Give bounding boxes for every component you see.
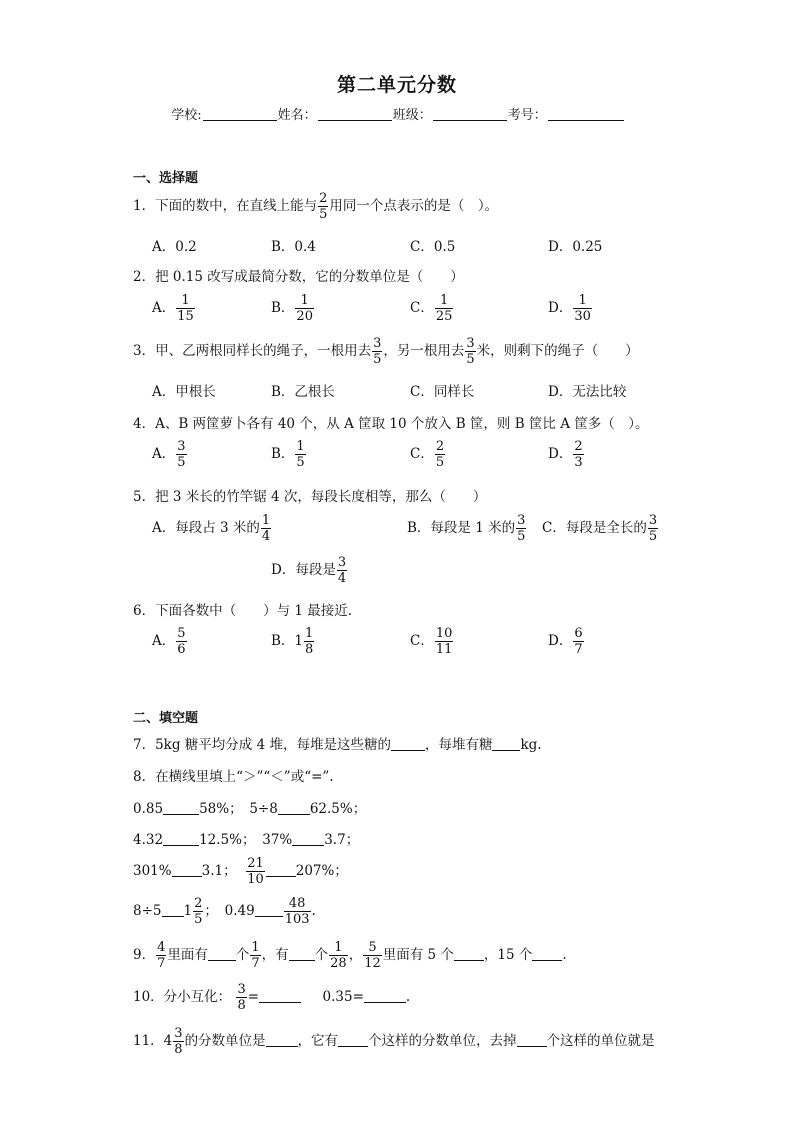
q5-option-c[interactable] <box>542 514 659 543</box>
fraction-numerator: 1 <box>439 293 449 308</box>
q2-option-a-fraction <box>176 294 195 323</box>
q11-text-3: 个这样的分数单位，去掉 <box>368 1033 517 1049</box>
fraction-denominator: 6 <box>177 642 186 657</box>
q10-fraction <box>236 983 246 1012</box>
q6-option-d-fraction <box>573 627 583 656</box>
q9-text-8: . <box>562 947 567 963</box>
q10-text-mid: 0.35= <box>322 989 364 1005</box>
fraction-denominator: 11 <box>435 642 453 657</box>
q5-option-d[interactable] <box>271 556 348 585</box>
q8-r4-fraction <box>284 897 311 926</box>
page-title: 第二单元分数 <box>336 74 457 96</box>
q9-text-4: 个 <box>314 947 329 963</box>
q9-fraction-2 <box>250 941 260 970</box>
student-info-line <box>0 104 794 123</box>
fraction-denominator: 4 <box>337 571 347 586</box>
q1-text-post: 用同一个点表示的是（ ）。 <box>329 198 499 214</box>
fraction-denominator: 4 <box>261 529 271 544</box>
q2-option-a-label: A． <box>152 300 176 316</box>
q9-text-7: ，15 个 <box>483 947 533 963</box>
q5-option-c-fraction <box>648 514 658 543</box>
q8-r4-a: 8÷5 <box>133 903 162 919</box>
q8-row-2 <box>133 828 359 848</box>
q2-option-c-label: C． <box>410 300 434 316</box>
q11-blank-1[interactable] <box>266 1034 298 1047</box>
q4-option-c-label: C． <box>410 446 434 462</box>
q6-option-c[interactable] <box>410 627 454 656</box>
name-label: 姓名： <box>277 108 317 123</box>
fraction-numerator: 5 <box>368 940 377 955</box>
q3-text-post: 米，则剩下的绳子（ ） <box>476 343 639 359</box>
fraction-numerator: 3 <box>237 982 246 997</box>
question-11 <box>133 1027 655 1056</box>
fraction-numerator: 1 <box>261 513 271 528</box>
q4-option-d[interactable] <box>548 440 585 469</box>
number-blank[interactable] <box>548 107 624 121</box>
q8-r4-b: ； 0.49 <box>204 903 255 919</box>
fraction-numerator: 2 <box>574 439 583 454</box>
section-choice-heading: 一、选择题 <box>133 171 199 186</box>
q10-text-pre: 10．分小互化： <box>133 989 232 1005</box>
q9-fraction-3 <box>329 941 348 970</box>
q9-blank-3[interactable] <box>454 948 484 961</box>
q8-row-1 <box>133 797 366 817</box>
q8-r1-c: 62.5%； <box>309 801 367 817</box>
q11-text-pre: 11．4 <box>133 1033 173 1049</box>
number-label: 考号： <box>507 108 547 123</box>
q9-text-6: 里面有 5 个 <box>382 947 454 963</box>
fraction-denominator: 5 <box>177 455 186 470</box>
q4-option-d-fraction <box>573 440 583 469</box>
fraction-denominator: 12 <box>364 956 381 971</box>
fraction-numerator: 3 <box>466 336 475 351</box>
question-9 <box>133 941 567 970</box>
q1-fraction-numerator: 2 <box>319 191 328 206</box>
q4-option-b-fraction <box>295 440 305 469</box>
q7-text-2: ，每堆有糖 <box>424 737 493 753</box>
q3-fraction-1 <box>372 337 382 366</box>
q8-r2-c: 3.7； <box>324 832 360 848</box>
q9-pre: 9． <box>133 947 156 963</box>
fraction-numerator: 3 <box>177 439 186 454</box>
q6-option-a-fraction <box>176 627 186 656</box>
q4-option-b-label: B． <box>271 446 295 462</box>
q2-option-d-label: D． <box>548 300 573 316</box>
q4-option-c-fraction <box>435 440 445 469</box>
q3-option-d[interactable]: D．无法比较 <box>548 384 627 400</box>
question-10 <box>133 983 410 1012</box>
q1-option-b[interactable]: B．0.4 <box>271 239 316 255</box>
fraction-denominator: 8 <box>305 642 314 657</box>
q8-r1-blank-1[interactable] <box>163 802 199 815</box>
q11-text-2: ，它有 <box>297 1033 339 1049</box>
fraction-numerator: 5 <box>177 626 186 641</box>
q9-text-1: 里面有 <box>167 947 208 963</box>
fraction-numerator: 3 <box>517 513 526 528</box>
q10-blank-1[interactable] <box>259 990 301 1003</box>
q6-option-a-label: A． <box>152 633 176 649</box>
q4-option-a[interactable] <box>152 440 188 469</box>
q8-r1-b: 58%； 5÷8 <box>199 801 278 817</box>
q3-text-mid: ，另一根用去 <box>383 343 465 359</box>
fraction-numerator: 1 <box>334 940 343 955</box>
fraction-numerator: 3 <box>174 1026 183 1041</box>
q10-equals: = <box>247 989 260 1005</box>
q2-option-d[interactable] <box>548 294 593 323</box>
q9-blank-1[interactable] <box>208 948 236 961</box>
q11-text-1: 的分数单位是 <box>184 1033 266 1049</box>
fraction-denominator: 5 <box>435 455 445 470</box>
fraction-denominator: 5 <box>517 529 526 544</box>
fraction-numerator: 3 <box>648 513 658 528</box>
q8-r1-blank-2[interactable] <box>278 802 310 815</box>
fraction-denominator: 7 <box>251 956 260 971</box>
q9-text-3: ，有 <box>261 947 289 963</box>
q6-option-b[interactable] <box>271 627 315 656</box>
class-label: 班级： <box>392 108 432 123</box>
q2-option-c[interactable] <box>410 294 454 323</box>
q1-option-c[interactable]: C．0.5 <box>410 239 456 255</box>
q6-option-b-label: B．1 <box>271 633 304 649</box>
q1-option-a[interactable]: A．0.2 <box>152 239 197 255</box>
name-blank[interactable] <box>318 107 392 121</box>
q5-option-d-fraction <box>337 556 347 585</box>
q1-fraction <box>318 192 328 221</box>
question-8: 8．在横线里填上“＞”“＜”或“=”. <box>133 769 334 785</box>
q4-option-b[interactable] <box>271 440 307 469</box>
q5-option-a-fraction <box>261 514 271 543</box>
fraction-denominator: 3 <box>574 455 583 470</box>
q8-r3-blank-2[interactable] <box>266 864 296 877</box>
q11-fraction <box>173 1027 183 1056</box>
q7-blank-2[interactable] <box>492 738 520 751</box>
fraction-denominator: 10 <box>247 872 264 887</box>
fraction-numerator: 4 <box>157 940 166 955</box>
fraction-numerator: 1 <box>578 293 587 308</box>
q8-r4-c: . <box>311 903 316 919</box>
question-3 <box>133 337 639 366</box>
fraction-denominator: 20 <box>296 309 313 324</box>
q9-fraction-1 <box>156 941 166 970</box>
school-label: 学校: <box>171 108 202 123</box>
question-7 <box>133 733 542 753</box>
fraction-numerator: 1 <box>300 293 309 308</box>
q2-option-a[interactable] <box>152 294 196 323</box>
q4-option-d-label: D． <box>548 446 573 462</box>
q4-option-a-fraction <box>176 440 186 469</box>
q8-r3-b: 3.1； <box>201 863 237 879</box>
q8-r4-blank-2[interactable] <box>255 904 283 917</box>
fraction-denominator: 103 <box>284 912 310 927</box>
fraction-numerator: 3 <box>337 555 347 570</box>
fraction-numerator: 1 <box>181 293 190 308</box>
q6-option-c-fraction <box>435 627 454 656</box>
q8-r2-b: 12.5%； 37% <box>199 832 293 848</box>
q8-row-3 <box>133 857 348 886</box>
fraction-denominator: 5 <box>296 455 305 470</box>
q5-option-d-label: D．每段是 <box>271 562 336 578</box>
class-blank[interactable] <box>433 107 507 121</box>
q4-option-c[interactable] <box>410 440 446 469</box>
q4-option-a-label: A． <box>152 446 176 462</box>
q9-blank-2[interactable] <box>289 948 315 961</box>
q5-option-a[interactable] <box>152 514 272 543</box>
fraction-numerator: 2 <box>435 439 445 454</box>
fraction-denominator: 7 <box>157 956 166 971</box>
q11-blank-3[interactable] <box>517 1034 547 1047</box>
q8-row-4 <box>133 897 316 926</box>
fraction-denominator: 5 <box>194 912 203 927</box>
q8-r4-mixed-fraction <box>193 897 203 926</box>
fraction-denominator: 8 <box>237 998 246 1013</box>
q1-text-pre: 1．下面的数中，在直线上能与 <box>133 198 318 214</box>
q9-fraction-4 <box>363 941 382 970</box>
fraction-numerator: 1 <box>296 439 305 454</box>
q3-option-c[interactable]: C．同样长 <box>410 384 475 400</box>
q8-r1-a: 0.85 <box>133 801 164 817</box>
fraction-denominator: 30 <box>574 309 591 324</box>
q5-option-c-label: C．每段是全长的 <box>542 520 647 536</box>
q8-r3-fraction <box>246 857 265 886</box>
q10-blank-2[interactable] <box>364 990 406 1003</box>
q1-option-d[interactable]: D．0.25 <box>548 239 603 255</box>
fraction-denominator: 5 <box>648 529 658 544</box>
q5-option-b-fraction <box>516 514 526 543</box>
q2-option-b[interactable] <box>271 294 315 323</box>
q8-r4-whole: 1 <box>183 903 193 919</box>
question-1 <box>133 192 498 221</box>
fraction-denominator: 5 <box>373 352 382 367</box>
q9-blank-4[interactable] <box>532 948 562 961</box>
q11-text-4: 个这样的单位就是 <box>546 1033 655 1049</box>
q8-r2-blank-1[interactable] <box>163 833 199 846</box>
q3-text-pre: 3．甲、乙两根同样长的绳子，一根用去 <box>133 343 372 359</box>
q6-option-d-label: D． <box>548 633 573 649</box>
section-fill-heading: 二、填空题 <box>133 711 199 726</box>
q2-option-b-label: B． <box>271 300 295 316</box>
q6-option-a[interactable] <box>152 627 188 656</box>
fraction-numerator: 21 <box>247 856 264 871</box>
question-5: 5．把 3 米长的竹竿锯 4 次，每段长度相等，那么（ ） <box>133 489 487 505</box>
q6-option-c-label: C． <box>410 633 434 649</box>
q8-r2-a: 4.32 <box>133 832 164 848</box>
question-6: 6．下面各数中（ ）与 1 最接近. <box>133 603 353 619</box>
q8-r2-blank-2[interactable] <box>292 833 324 846</box>
fraction-denominator: 28 <box>330 956 347 971</box>
fraction-numerator: 6 <box>574 626 583 641</box>
q2-option-c-fraction <box>435 294 454 323</box>
q11-blank-2[interactable] <box>338 1034 368 1047</box>
q8-r3-blank-1[interactable] <box>172 864 202 877</box>
q8-r4-blank-1[interactable] <box>162 904 184 917</box>
q5-option-b-label: B．每段是 1 米的 <box>407 520 516 536</box>
fraction-denominator: 25 <box>435 309 453 324</box>
q7-blank-1[interactable] <box>391 738 425 751</box>
q6-option-b-fraction <box>304 627 314 656</box>
fraction-denominator: 8 <box>174 1042 183 1057</box>
q2-option-b-fraction <box>295 294 314 323</box>
q3-option-b[interactable]: B．乙根长 <box>271 384 335 400</box>
fraction-numerator: 3 <box>373 336 382 351</box>
q6-option-d[interactable] <box>548 627 585 656</box>
q10-text-post: . <box>405 989 411 1005</box>
q2-option-d-fraction <box>573 294 592 323</box>
question-2: 2．把 0.15 改写成最简分数，它的分数单位是（ ） <box>133 269 464 285</box>
q5-option-b[interactable] <box>407 514 527 543</box>
question-4: 4．A、B 两筐萝卜各有 40 个，从 A 筐取 10 个放入 B 筐，则 B 筐比 A 筐多（ ）。 <box>133 416 649 432</box>
q8-r3-c: 207%； <box>295 863 348 879</box>
q7-text-3: kg. <box>520 737 542 753</box>
q5-option-a-label: A．每段占 3 米的 <box>152 520 260 536</box>
fraction-numerator: 48 <box>288 896 306 911</box>
q3-fraction-2 <box>465 337 475 366</box>
fraction-numerator: 2 <box>194 896 203 911</box>
q7-text-1: 7．5kg 糖平均分成 4 堆，每堆是这些糖的 <box>133 737 391 753</box>
fraction-denominator: 7 <box>574 642 583 657</box>
q9-text-5: ， <box>348 947 363 963</box>
q1-fraction-denominator: 5 <box>319 207 328 222</box>
fraction-numerator: 1 <box>251 940 260 955</box>
q8-r3-a: 301% <box>133 863 172 879</box>
fraction-numerator: 1 <box>305 626 314 641</box>
fraction-denominator: 15 <box>177 309 194 324</box>
q3-option-a[interactable]: A．甲根长 <box>152 384 216 400</box>
fraction-denominator: 5 <box>466 352 475 367</box>
q9-text-2: 个 <box>235 947 250 963</box>
fraction-numerator: 10 <box>435 626 453 641</box>
school-blank[interactable] <box>203 107 277 121</box>
